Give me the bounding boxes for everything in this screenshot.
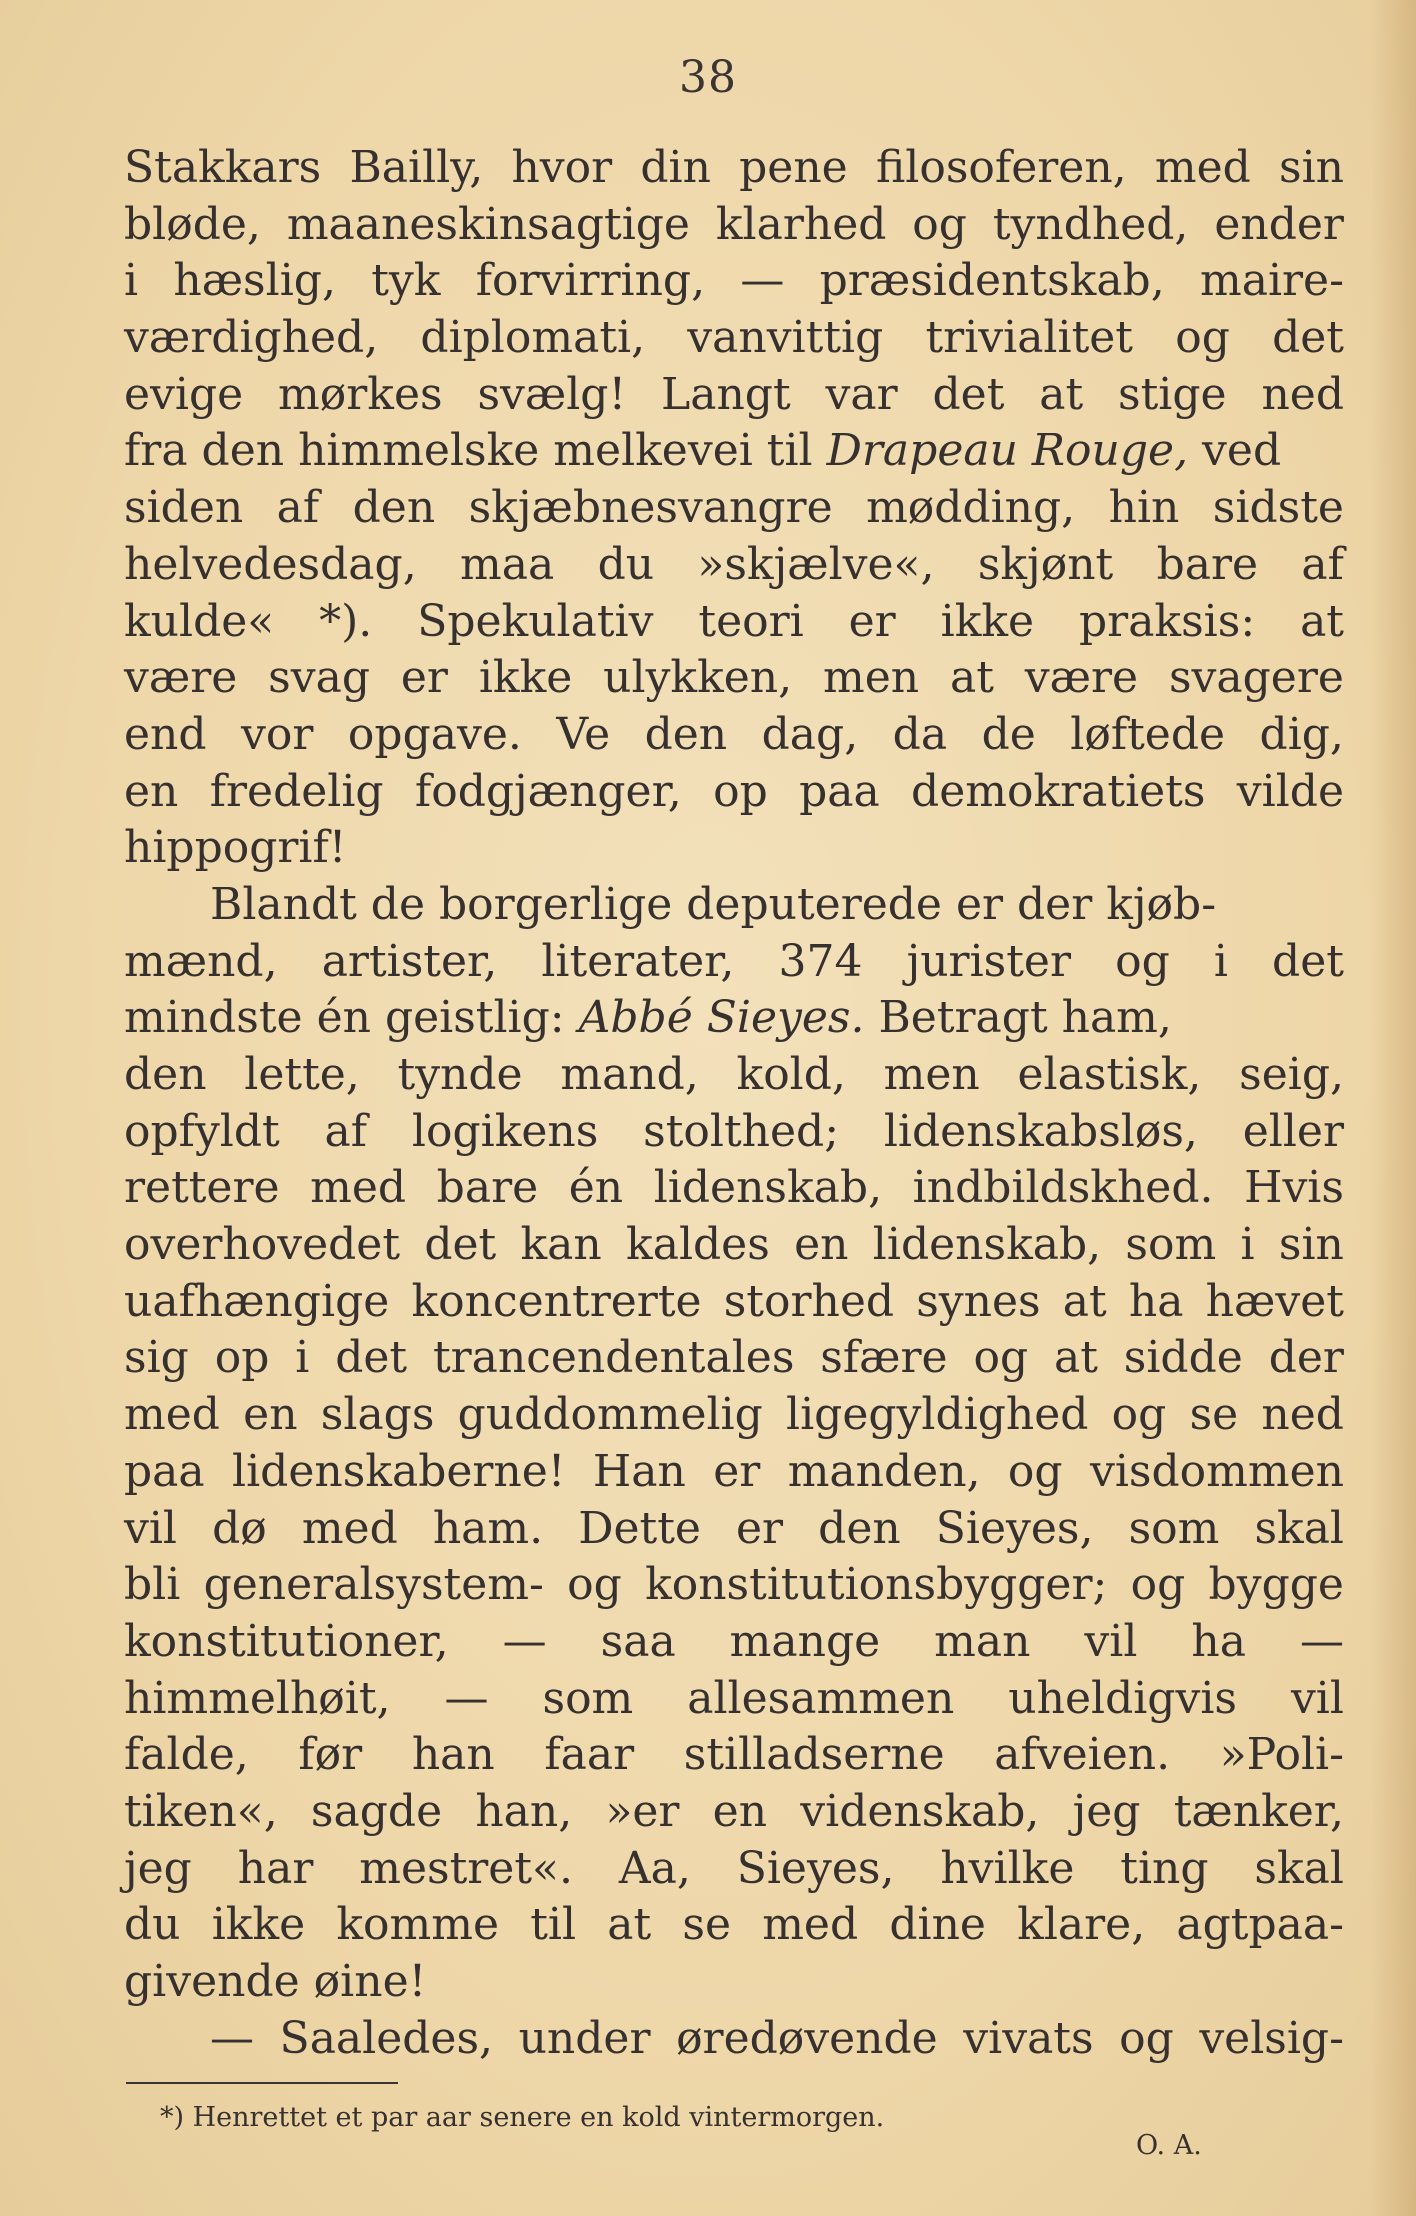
text-line — [124, 1727, 1344, 1784]
word: og — [973, 1332, 1029, 1384]
word: det — [1272, 935, 1344, 987]
word: han — [411, 1729, 495, 1781]
word: kold, — [736, 1049, 846, 1100]
word: sidste — [1212, 482, 1344, 534]
word: det — [1272, 312, 1344, 364]
word: end — [124, 708, 207, 760]
word: skjæbnesvangre — [468, 482, 833, 534]
word: er — [736, 1502, 784, 1554]
word: du — [124, 1899, 181, 1951]
word: indbildskhed. — [912, 1162, 1214, 1214]
word: allesammen — [687, 1672, 955, 1724]
word: — — [502, 1615, 547, 1667]
text-segment: ved — [1188, 425, 1282, 477]
text-line: hippogrif! — [124, 822, 347, 874]
word: vil — [1084, 1615, 1138, 1667]
word: vil — [1290, 1672, 1344, 1724]
word: tænker, — [1173, 1785, 1344, 1837]
word: maa — [460, 538, 555, 590]
word: sagde — [310, 1785, 443, 1837]
word: én — [568, 1162, 624, 1214]
word: er — [400, 652, 448, 704]
word: overhovedet — [124, 1219, 401, 1271]
word: logikens — [411, 1105, 599, 1157]
word: Dette — [578, 1502, 701, 1554]
word: fredelig — [209, 765, 384, 817]
text-line — [124, 764, 1344, 821]
word: den — [644, 708, 728, 760]
word: at — [1062, 1275, 1107, 1327]
text-line: givende øine! — [124, 1956, 427, 2007]
text-line — [124, 537, 1344, 594]
word: tyk — [371, 255, 441, 307]
word: bare — [436, 1162, 539, 1214]
footnote-signature: O. A. — [1136, 2130, 1202, 2161]
word: at — [1039, 368, 1084, 420]
word: vivats — [963, 2012, 1094, 2064]
word: en — [243, 1389, 298, 1441]
word: mange — [729, 1615, 881, 1667]
text-line — [124, 594, 1344, 651]
text-line — [124, 1784, 1344, 1841]
word: se — [1189, 1389, 1239, 1441]
word: »skjælve«, — [697, 538, 935, 590]
word: bare — [1156, 538, 1259, 590]
word: synes — [916, 1275, 1041, 1327]
word: forvirring, — [475, 255, 706, 307]
word: ligegyldighed — [786, 1389, 1089, 1441]
word: se — [682, 1899, 731, 1951]
word: og — [1115, 935, 1170, 987]
word: demokratiets — [911, 765, 1206, 817]
word: der — [1268, 1332, 1344, 1384]
word: uafhængige — [124, 1275, 390, 1327]
word: uheldigvis — [1008, 1672, 1237, 1724]
word: være — [1024, 652, 1139, 704]
word: ikke — [211, 1899, 306, 1951]
word: hævet — [1205, 1275, 1344, 1327]
text-line — [124, 1387, 1344, 1444]
word: med — [124, 1389, 220, 1441]
word: dig, — [1259, 708, 1344, 760]
text-line — [124, 1274, 1344, 1331]
text-line — [124, 1104, 1344, 1161]
word: hæslig, — [173, 255, 336, 307]
word: og — [1119, 2012, 1174, 2064]
footnote-divider — [126, 2082, 398, 2084]
word: vilde — [1236, 765, 1344, 817]
word: før — [298, 1729, 363, 1781]
word: Bailly, — [349, 142, 484, 193]
word: klare, — [1017, 1899, 1146, 1951]
word: svælg! — [477, 368, 627, 420]
word: som — [542, 1672, 634, 1724]
word: stilladserne — [683, 1729, 945, 1781]
word: Hvis — [1244, 1162, 1344, 1214]
word: lidenskab, — [653, 1162, 883, 1214]
word: »er — [605, 1785, 680, 1837]
word: faar — [544, 1729, 635, 1781]
word: mand, — [560, 1049, 699, 1100]
word: ikke — [940, 595, 1035, 647]
italic-name-abbe-sieyes: Abbé Sieyes. — [578, 992, 865, 1044]
text-line — [124, 1841, 1344, 1898]
word: konstitutioner, — [124, 1615, 449, 1667]
word: — — [740, 255, 785, 307]
word: hvor — [511, 142, 613, 193]
word: seig, — [1239, 1049, 1344, 1100]
word: paa — [799, 765, 880, 817]
word: velsig- — [1199, 2012, 1344, 2064]
word: øredøvende — [676, 2012, 938, 2064]
word: ned — [1261, 368, 1344, 420]
word: — — [444, 1672, 489, 1724]
word: tiken«, — [124, 1785, 278, 1837]
word: agtpaa- — [1176, 1899, 1344, 1951]
word: Aa, — [618, 1842, 691, 1894]
word: kulde« — [124, 595, 275, 647]
word: den — [352, 482, 436, 534]
word: siden — [124, 482, 244, 534]
word: den — [818, 1502, 901, 1554]
text-line — [124, 1897, 1344, 1954]
word: en — [712, 1785, 768, 1837]
word: bygge — [1208, 1559, 1344, 1611]
word: eller — [1242, 1105, 1344, 1157]
text-line — [124, 197, 1344, 254]
text-line — [124, 1047, 1344, 1104]
word: himmelhøit, — [124, 1672, 391, 1724]
word: og — [1007, 1445, 1063, 1497]
word: slags — [320, 1389, 435, 1441]
word: falde, — [124, 1729, 249, 1781]
word: præsidentskab, — [819, 255, 1165, 307]
text-segment: mindste én geistlig: — [124, 992, 579, 1044]
word: man — [934, 1615, 1031, 1667]
word: evige — [124, 368, 244, 420]
word: sidde — [1123, 1332, 1243, 1384]
word: klarhed — [715, 198, 887, 250]
word: ikke — [478, 652, 573, 704]
word: da — [892, 708, 948, 760]
word: i — [1213, 935, 1228, 987]
word: ha — [1191, 1615, 1246, 1667]
word: hvilke — [940, 1842, 1075, 1894]
word: lidenskab, — [872, 1219, 1102, 1271]
word: op — [713, 765, 768, 817]
word: mødding, — [866, 482, 1076, 534]
word: den — [124, 1049, 207, 1100]
word: det — [932, 368, 1005, 420]
word: generalsystem- — [203, 1559, 544, 1611]
word: maire- — [1199, 255, 1344, 307]
word: mænd, — [124, 935, 278, 987]
word: kan — [520, 1219, 602, 1271]
word: hin — [1108, 482, 1180, 534]
word: fodgjænger, — [414, 765, 682, 817]
text-line — [124, 310, 1344, 367]
text-line — [124, 423, 1344, 480]
word: teori — [698, 595, 804, 647]
word: helvedesdag, — [124, 538, 417, 590]
word: Langt — [661, 368, 791, 420]
word: literater, — [541, 935, 735, 987]
word: svagere — [1168, 652, 1344, 704]
page-number: 38 — [679, 52, 737, 103]
word: ha — [1128, 1275, 1184, 1327]
word: mestret«. — [359, 1842, 573, 1894]
word: og — [567, 1559, 622, 1611]
word: ned — [1261, 1389, 1344, 1441]
word: sfære — [820, 1332, 948, 1384]
word: Sieyes, — [736, 1842, 895, 1894]
text-line — [124, 367, 1344, 424]
word: skal — [1254, 1842, 1344, 1894]
word: som — [1128, 1502, 1220, 1554]
word: din — [640, 142, 711, 193]
word: tyndhed, — [992, 198, 1189, 250]
word: sin — [1278, 1219, 1344, 1271]
word: lidenskaberne! — [232, 1445, 566, 1497]
word: lette, — [244, 1049, 360, 1100]
word: men — [883, 1049, 980, 1100]
word: bløde, — [124, 198, 261, 250]
text-line — [124, 1671, 1344, 1728]
word: Stakkars — [124, 142, 322, 193]
word: i — [1240, 1219, 1255, 1271]
word: saa — [600, 1615, 676, 1667]
text-line — [124, 1330, 1344, 1387]
text-line — [124, 1217, 1344, 1274]
word: dø — [212, 1502, 267, 1554]
word: og — [912, 198, 967, 250]
text-line — [124, 1501, 1344, 1558]
italic-title-drapeau-rouge: Drapeau Rouge, — [826, 425, 1189, 477]
word: i — [295, 1332, 310, 1384]
word: dine — [889, 1899, 986, 1951]
word: manden, — [787, 1445, 981, 1497]
word: ulykken, — [603, 652, 793, 704]
word: var — [825, 368, 898, 420]
word: sig — [124, 1332, 189, 1384]
word: skjønt — [977, 538, 1114, 590]
word: tynde — [397, 1049, 523, 1100]
word: rettere — [124, 1162, 280, 1214]
text-segment: fra den himmelske melkevei til — [124, 425, 827, 477]
word: i — [124, 255, 139, 307]
word: at — [949, 652, 994, 704]
word: vor — [241, 708, 314, 760]
word: stige — [1118, 368, 1227, 420]
word: paa — [124, 1445, 205, 1497]
word: afveien. — [994, 1729, 1171, 1781]
word: du — [597, 538, 655, 590]
page-edge-shadow — [1370, 0, 1416, 2216]
text-line — [124, 707, 1344, 764]
word: trivialitet — [925, 312, 1133, 364]
word: elastisk, — [1017, 1049, 1202, 1100]
word: diplomati, — [420, 312, 646, 364]
text-line — [124, 253, 1344, 310]
word: værdighed, — [124, 312, 379, 364]
word: de — [981, 708, 1036, 760]
word: skal — [1254, 1502, 1344, 1554]
word: af — [324, 1105, 368, 1157]
word: Spekulativ — [417, 595, 654, 647]
text-line — [124, 1444, 1344, 1501]
word: er — [713, 1445, 761, 1497]
word: ender — [1214, 198, 1344, 250]
word: at — [1053, 1332, 1098, 1384]
body-text — [124, 140, 1344, 2067]
word: til — [530, 1899, 577, 1951]
word: med — [762, 1899, 859, 1951]
text-line — [124, 934, 1344, 991]
word: Ve — [556, 708, 611, 760]
word: storhed — [723, 1275, 895, 1327]
word: dag, — [761, 708, 859, 760]
text-line — [124, 1614, 1344, 1671]
word: det — [424, 1219, 497, 1271]
word: jurister — [906, 935, 1071, 987]
text-line — [124, 650, 1344, 707]
word: stolthed; — [643, 1105, 840, 1157]
word: men — [823, 652, 920, 704]
word: vil — [124, 1502, 178, 1554]
word: af — [276, 482, 320, 534]
word: og — [1130, 1559, 1186, 1611]
word: opgave. — [347, 708, 522, 760]
word: Han — [592, 1445, 686, 1497]
word: lidenskabsløs, — [883, 1105, 1198, 1157]
text-line-paragraph-start — [124, 2011, 1344, 2068]
word: videnskab, — [800, 1785, 1040, 1837]
word: sin — [1278, 142, 1344, 193]
word: filosoferen, — [875, 142, 1127, 193]
word: bli — [124, 1559, 181, 1611]
word: jeg — [1072, 1785, 1141, 1837]
word: at — [607, 1899, 652, 1951]
word: 374 — [778, 935, 863, 987]
word: det — [335, 1332, 408, 1384]
word: »Poli- — [1219, 1729, 1344, 1781]
word: og — [1111, 1389, 1167, 1441]
word: praksis: — [1079, 595, 1256, 647]
word: med — [1154, 142, 1251, 193]
word: være — [124, 652, 238, 704]
word: mørkes — [278, 368, 443, 420]
word: han, — [475, 1785, 573, 1837]
word: opfyldt — [124, 1105, 280, 1157]
word: op — [214, 1332, 270, 1384]
text-line — [124, 480, 1344, 537]
word: trancendentales — [432, 1332, 795, 1384]
text-line — [124, 1557, 1344, 1614]
text-line — [124, 990, 1344, 1047]
word: koncentrerte — [411, 1275, 702, 1327]
word: guddommelig — [457, 1389, 763, 1441]
word: kaldes — [626, 1219, 770, 1271]
word: under — [518, 2012, 651, 2064]
word: komme — [336, 1899, 499, 1951]
word: en — [794, 1219, 849, 1271]
word: har — [237, 1842, 314, 1894]
text-line-paragraph-start: Blandt de borgerlige deputerede er der kjøb- — [210, 878, 1217, 930]
word: visdommen — [1089, 1445, 1344, 1497]
word: ting — [1120, 1842, 1209, 1894]
word: og — [1175, 312, 1230, 364]
text-segment: Betragt ham, — [864, 992, 1172, 1044]
word: løftede — [1070, 708, 1226, 760]
word: Sieyes, — [935, 1502, 1094, 1554]
word: som — [1125, 1219, 1217, 1271]
word: af — [1301, 538, 1344, 590]
word: konstitutionsbygger; — [645, 1559, 1108, 1611]
word: med — [310, 1162, 407, 1214]
word: er — [848, 595, 896, 647]
word: — — [210, 2012, 254, 2064]
text-line — [124, 140, 1344, 197]
word: Saaledes, — [279, 2012, 494, 2064]
word: vanvittig — [687, 312, 884, 364]
word: ham. — [432, 1502, 544, 1554]
word: jeg — [124, 1842, 192, 1894]
word: at — [1300, 595, 1344, 647]
word: maaneskinsagtige — [286, 198, 690, 250]
word: — — [1299, 1615, 1344, 1667]
word: pene — [739, 142, 848, 193]
word: artister, — [321, 935, 498, 987]
word: svag — [268, 652, 371, 704]
footnote: *) Henrettet et par aar senere en kold vintermorgen. — [160, 2102, 885, 2133]
text-line — [124, 1160, 1344, 1217]
word: *). — [319, 595, 373, 647]
word: med — [301, 1502, 398, 1554]
word: en — [124, 765, 179, 817]
